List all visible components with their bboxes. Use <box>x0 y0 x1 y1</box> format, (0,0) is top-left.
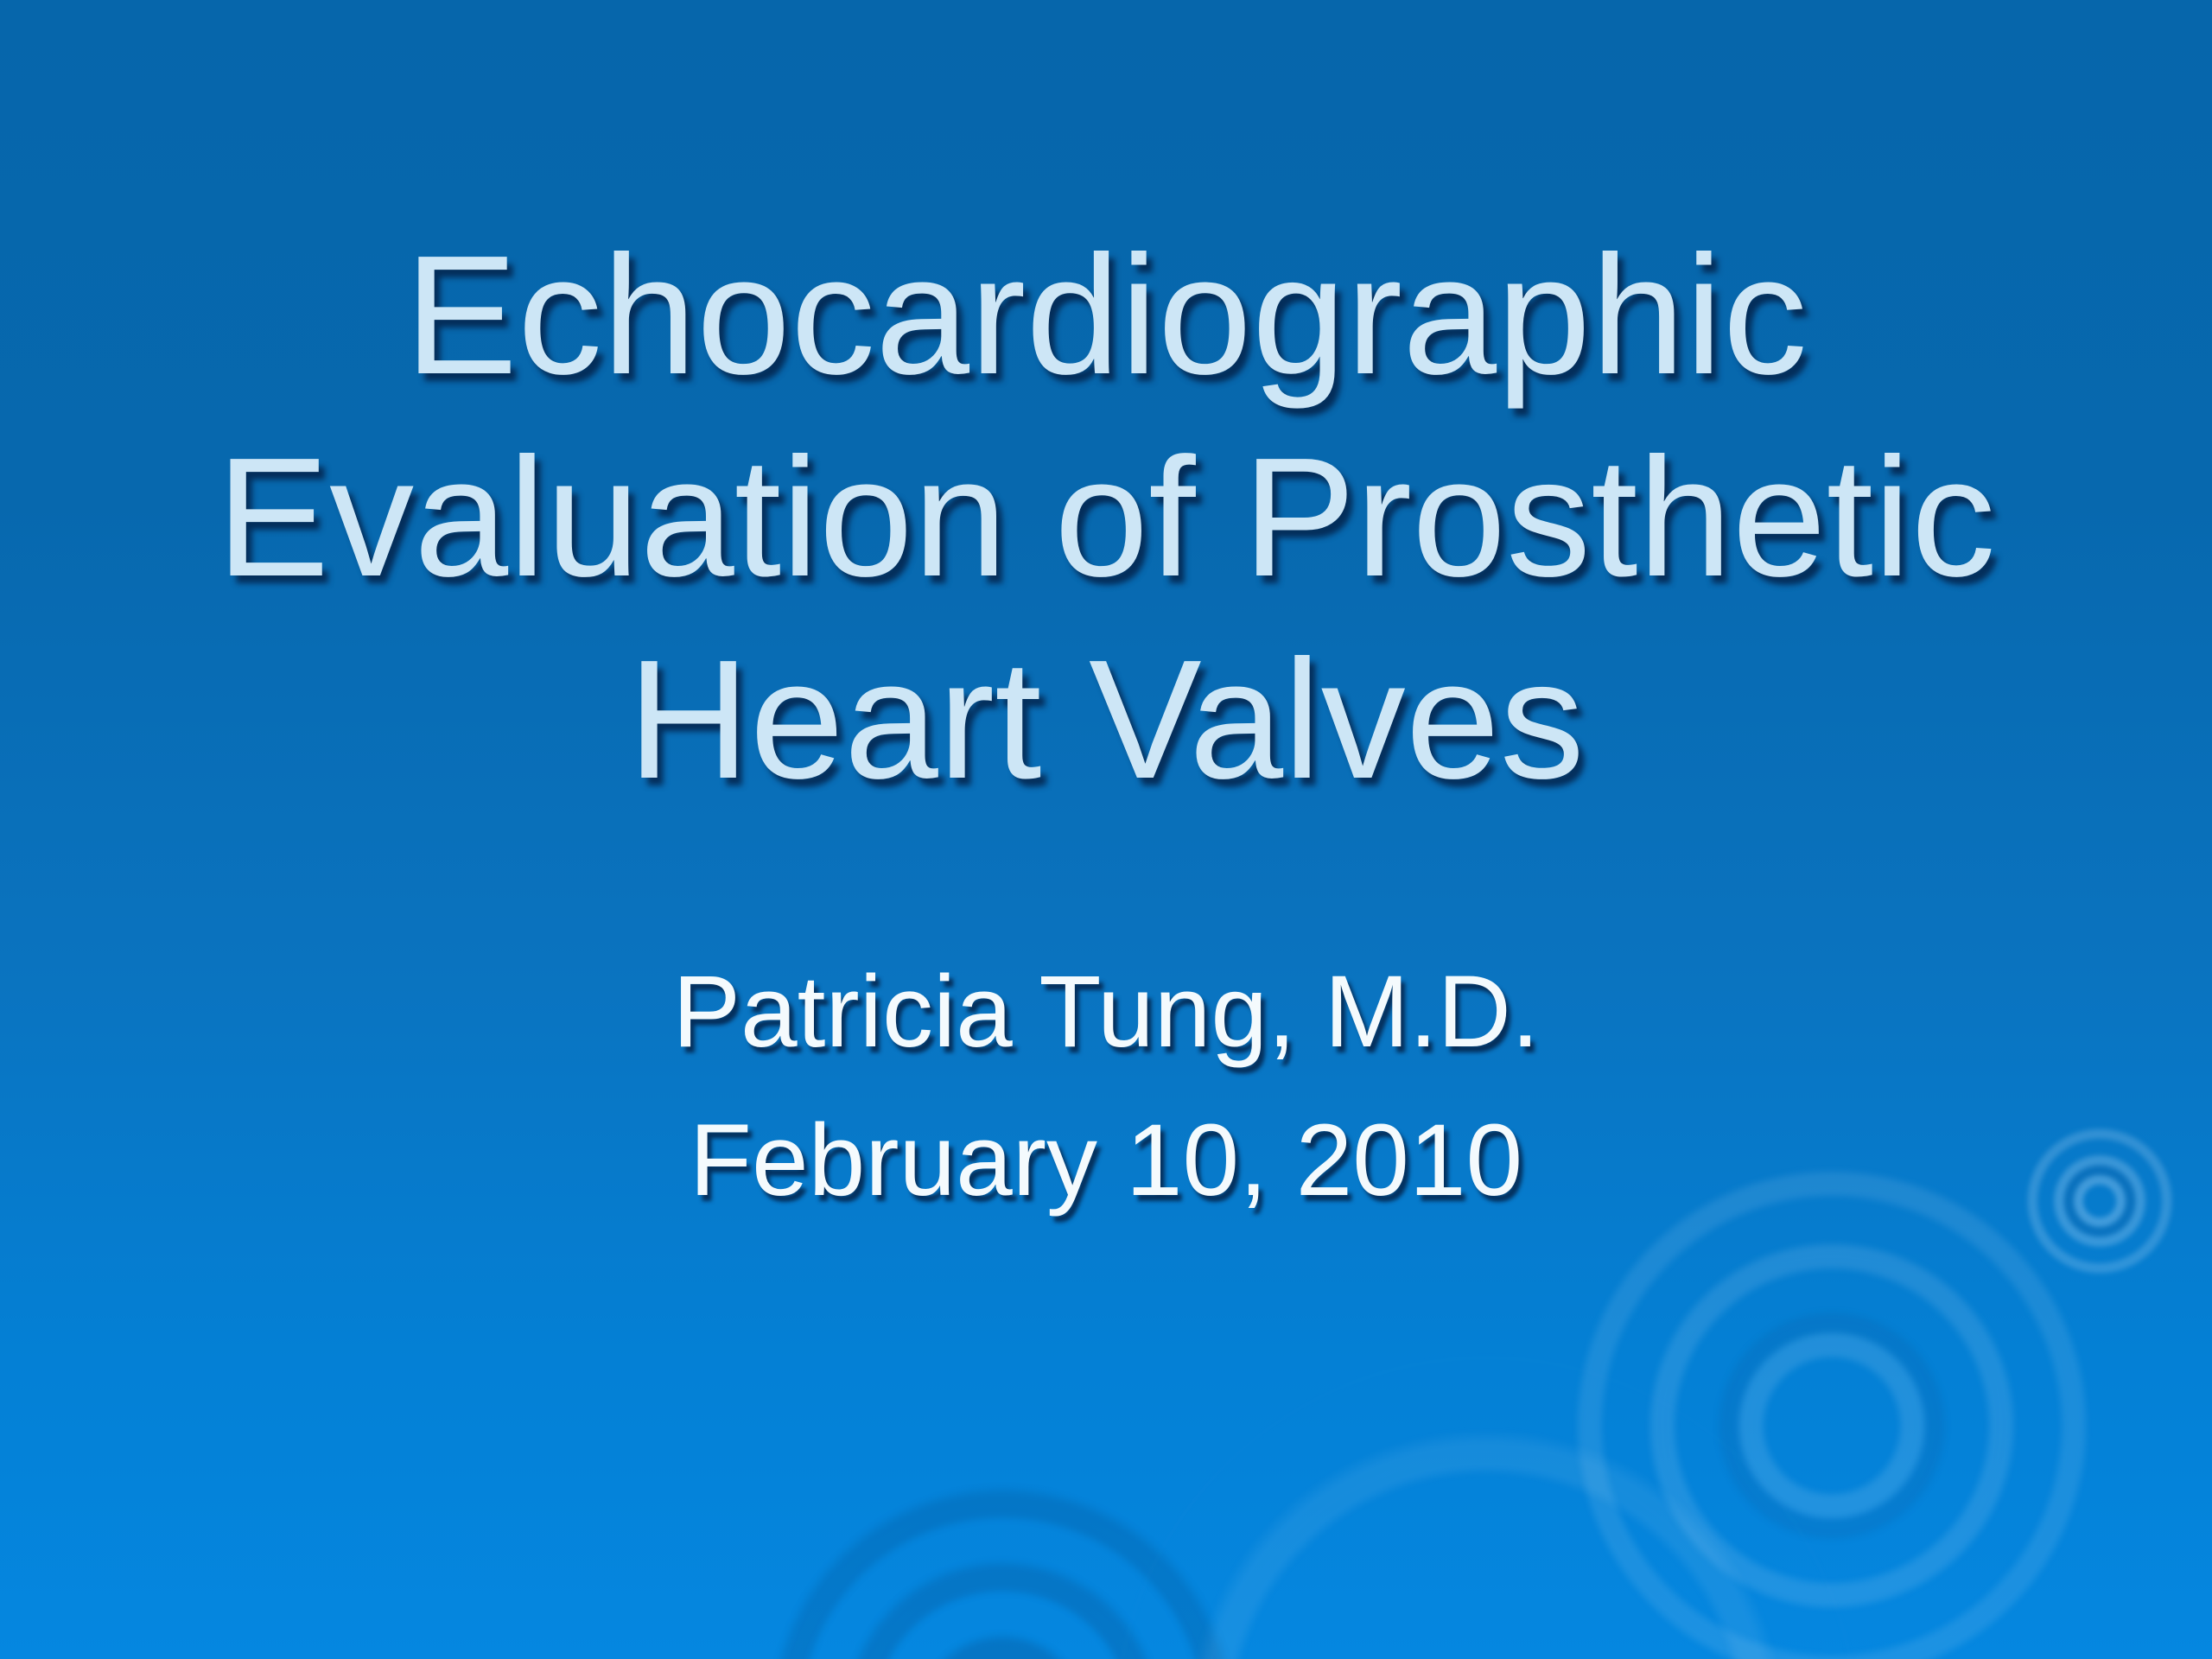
subtitle-author: Patricia Tung, M.D. <box>672 955 1540 1069</box>
slide-title-line-2: Evaluation of Prosthetic <box>216 423 1996 612</box>
ripple-decoration-bottom-faint <box>1115 1357 1858 1659</box>
ripple-decoration-bottom-dark <box>743 1460 1262 1659</box>
slide-title-line-1: Echocardiographic <box>404 220 1808 410</box>
slide-title-line-3: Heart Valves <box>627 625 1585 814</box>
subtitle-date: February 10, 2010 <box>689 1103 1523 1217</box>
slide-subtitle <box>0 938 2212 1235</box>
slide-title <box>0 214 2212 821</box>
